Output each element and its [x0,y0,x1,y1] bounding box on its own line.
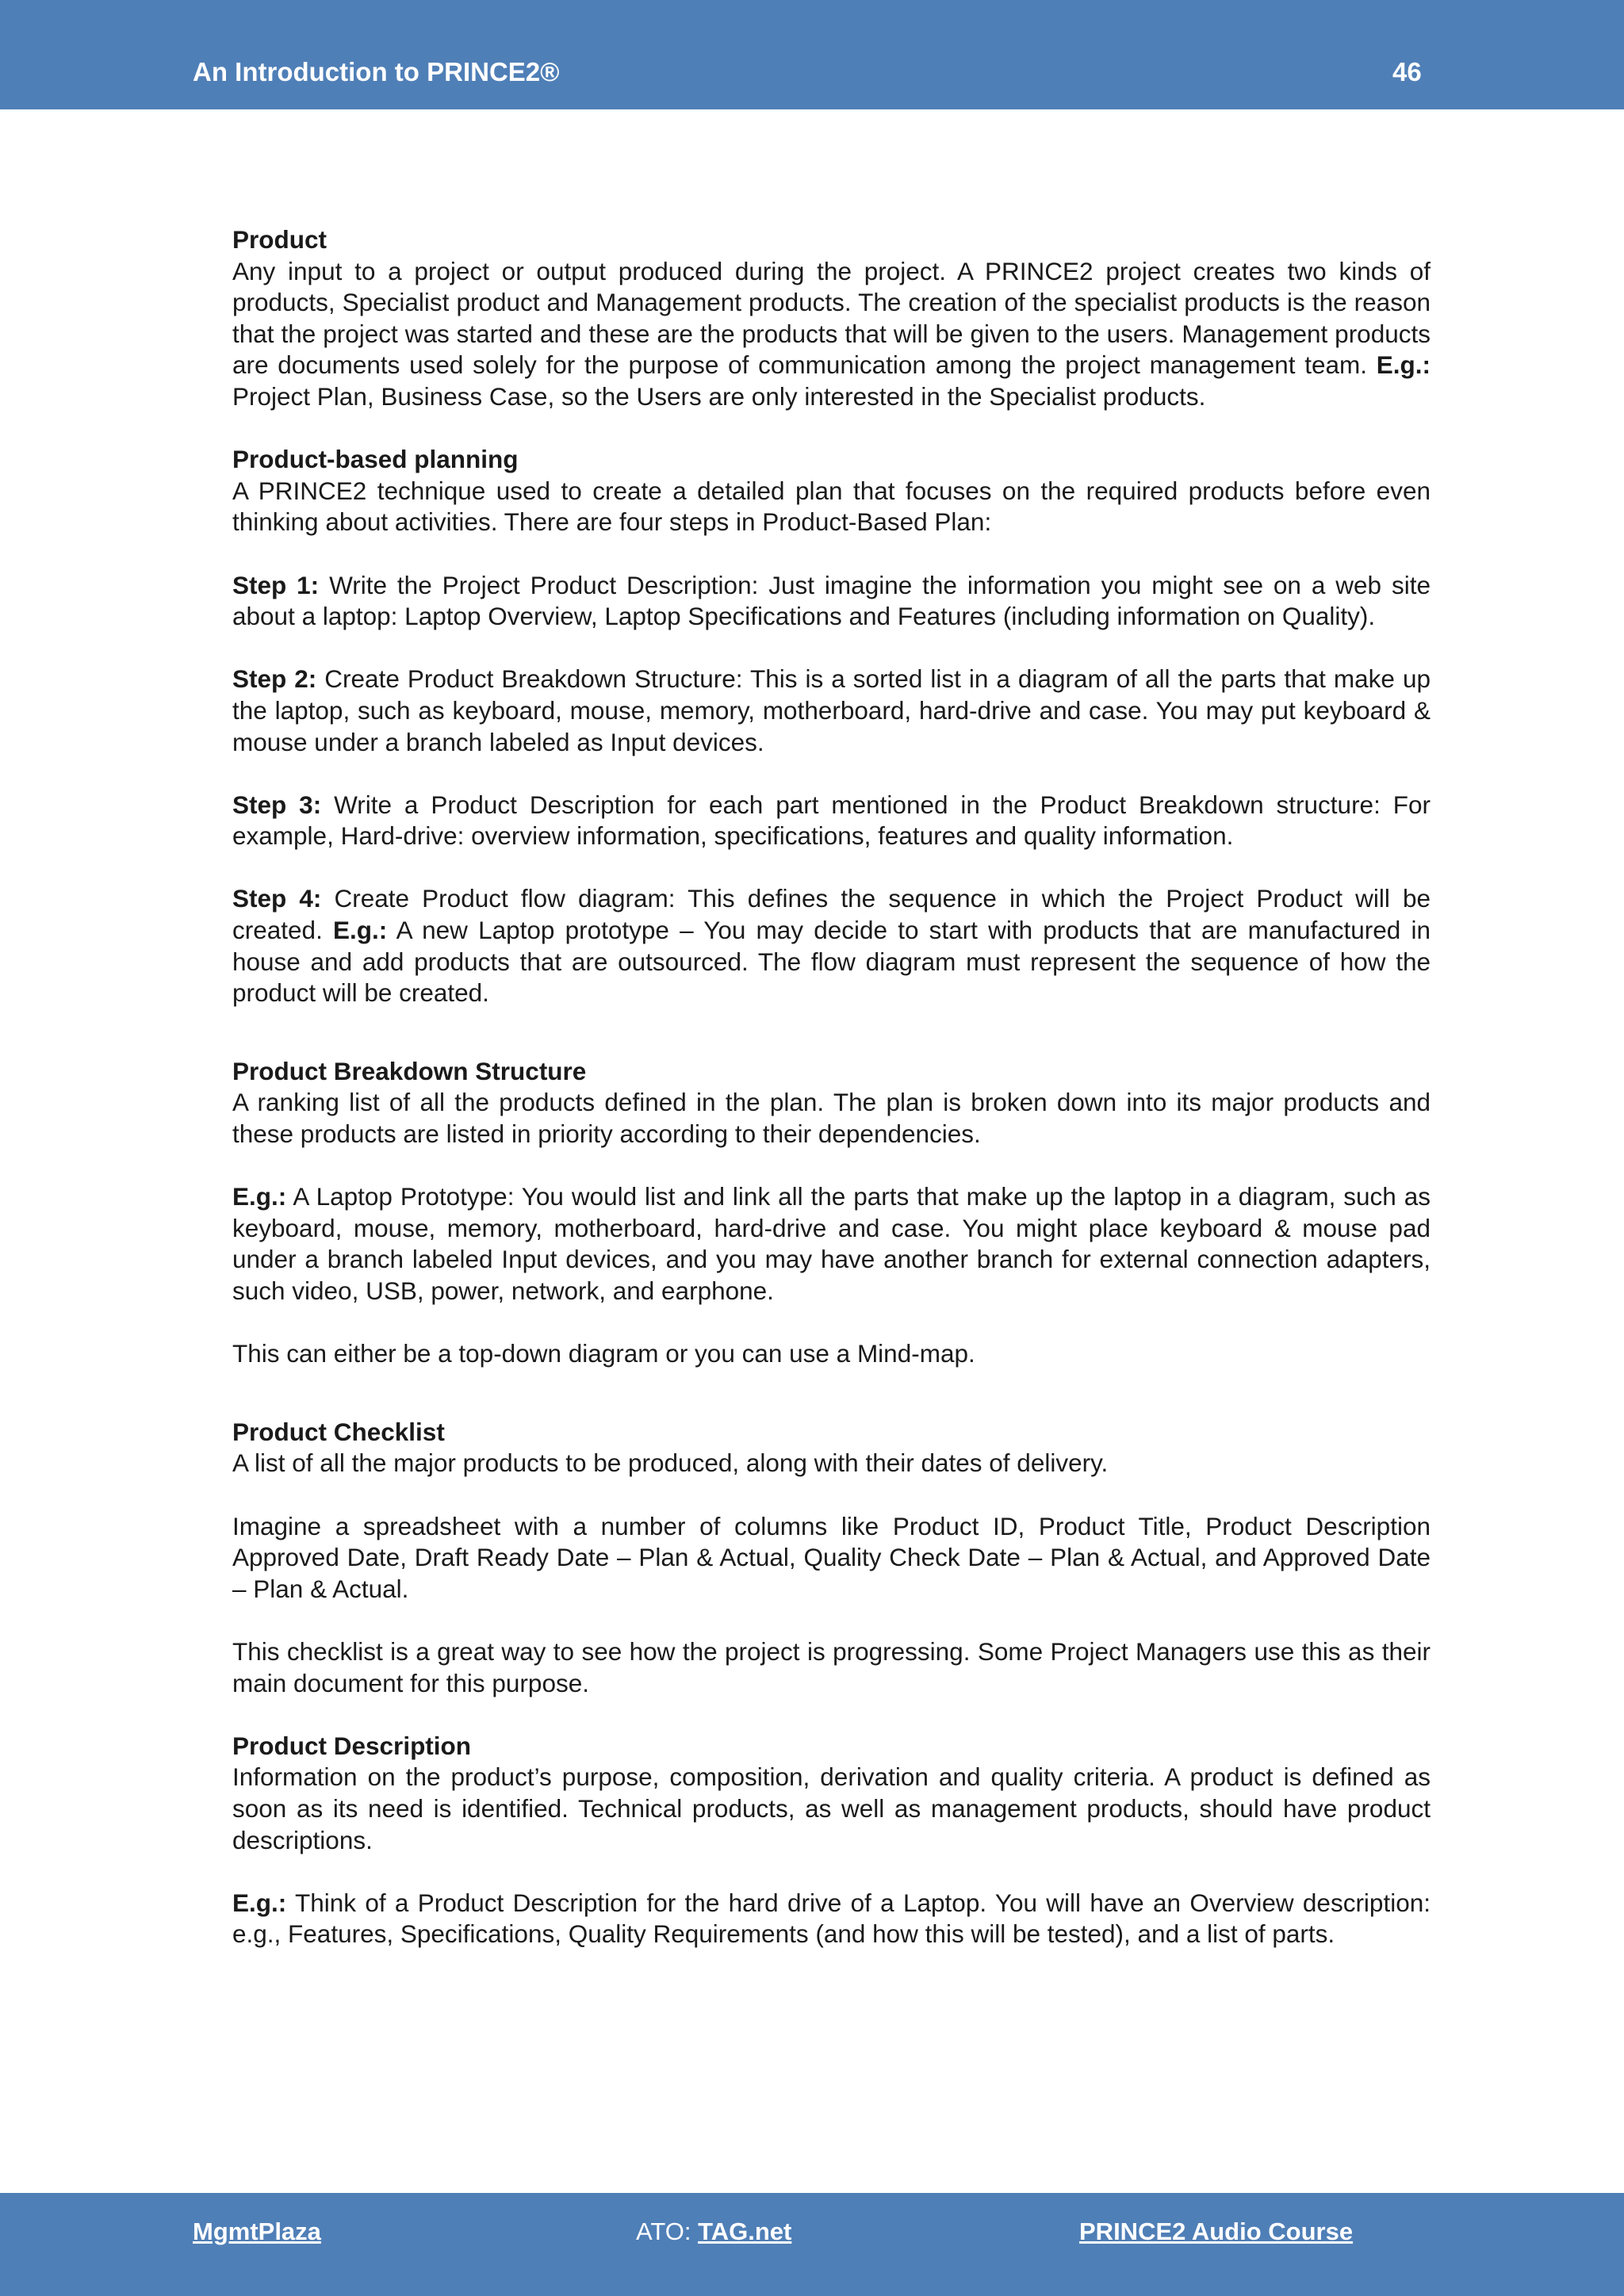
paragraph [232,1888,1431,1950]
paragraph-text: Project Plan, Business Case, so the Users are only interested in the Specialist products. [232,381,1206,411]
step-text: Write the Project Product Description: Just imagine the information you might see on a web site about a laptop: Laptop Overview, Laptop Specifications and Features (including information on Quality). [232,570,1431,631]
paragraph: Information on the product’s purpose, composition, derivation and quality criteria. A product is defined as soon as its need is identified. Technical products, as well as management products, should have product descriptions. [232,1762,1431,1854]
page-number: 46 [1392,57,1422,86]
step-label: Step 3: [232,790,322,819]
document-title: An Introduction to PRINCE2® [193,57,560,86]
paragraph: A ranking list of all the products defined in the plan. The plan is broken down into its major products and these products are listed in priority according to their dependencies. [232,1088,1431,1149]
step-paragraph [232,664,1431,758]
section-heading: Product-based planning [232,445,519,474]
paragraph: This can either be a top-down diagram or you can use a Mind-map. [232,1339,975,1368]
eg-label: E.g.: [232,1888,287,1917]
footer-left [193,2220,321,2244]
paragraph: A PRINCE2 technique used to create a detailed plan that focuses on the required products before even thinking about activities. There are four steps in Product-Based Plan: [232,476,1431,537]
section-product-checklist [232,1417,1431,1699]
page-content [232,224,1431,1981]
step-paragraph [232,570,1431,633]
paragraph-text: A Laptop Prototype: You would list and link all the parts that make up the laptop in a diagram, such as keyboard, mouse, memory, motherboard, hard-drive and case. You might place keyboard & mouse pad under a branch labeled Input devices, and you may have another branch for external connection adapters, such video, USB, power, network, and earphone. [232,1182,1431,1305]
eg-label: E.g.: [333,916,388,945]
mgmtplaza-link[interactable]: MgmtPlaza [193,2218,321,2245]
step-text: Write a Product Description for each part mentioned in the Product Breakdown structure: For example, Hard-drive: overview information, specifications, features and quality information. [232,790,1431,851]
paragraph: This checklist is a great way to see how the project is progressing. Some Project Managers use this as their main document for this purpose. [232,1636,1431,1697]
step-text: Create Product flow diagram: This defines the sequence in which the Project Product will be created. [232,884,1431,945]
step-label: Step 2: [232,664,317,694]
paragraph-text: Any input to a project or output produced during the project. A PRINCE2 project creates two kinds of products, Specialist product and Management products. The creation of the specialist products is the reason that the project was started and these are the products that will be given to the users. Management products are documents used solely for the purpose of communication among the project management team. [232,256,1431,380]
section-product [232,224,1431,413]
paragraph: Imagine a spreadsheet with a number of columns like Product ID, Product Title, Product Description Approved Date, Draft Ready Date – Plan & Actual, Quality Check Date – Plan & Actual, and Approved Date – Plan & Actual. [232,1511,1431,1603]
section-heading: Product Checklist [232,1417,445,1446]
step-label: Step 4: [232,884,322,913]
page-footer [0,2193,1624,2296]
step-paragraph [232,883,1431,1008]
footer-middle [636,2220,791,2244]
footer-right [1079,2220,1353,2244]
eg-label: E.g.: [232,1182,287,1211]
eg-label: E.g.: [1376,350,1431,380]
section-heading: Product [232,225,327,254]
paragraph [232,256,1431,413]
paragraph-text: Think of a Product Description for the hard drive of a Laptop. You will have an Overview description: e.g., Features, Specifications, Quality Requirements (and how this will be tested), and a list of parts. [232,1888,1431,1949]
step-paragraph [232,790,1431,852]
section-product-based-planning [232,444,1431,1009]
section-product-breakdown-structure [232,1056,1431,1370]
paragraph [232,1181,1431,1307]
page-header [0,0,1624,109]
tag-net-link[interactable]: TAG.net [698,2218,792,2245]
step-text: A new Laptop prototype – You may decide to start with products that are manufactured in house and add products that are outsourced. The flow diagram must represent the sequence of how the product will be created. [232,916,1431,1008]
section-heading: Product Description [232,1731,472,1760]
audio-course-link[interactable]: PRINCE2 Audio Course [1079,2218,1354,2245]
section-heading: Product Breakdown Structure [232,1056,587,1085]
section-product-description [232,1731,1431,1950]
step-label: Step 1: [232,570,320,599]
step-text: Create Product Breakdown Structure: This is a sorted list in a diagram of all the parts that make up the laptop, such as keyboard, mouse, memory, motherboard, hard-drive and case. You may put keyboard & mouse under a branch labeled as Input devices. [232,664,1431,756]
ato-label: ATO: [636,2218,699,2245]
paragraph: A list of all the major products to be produced, along with their dates of delivery. [232,1448,1109,1478]
